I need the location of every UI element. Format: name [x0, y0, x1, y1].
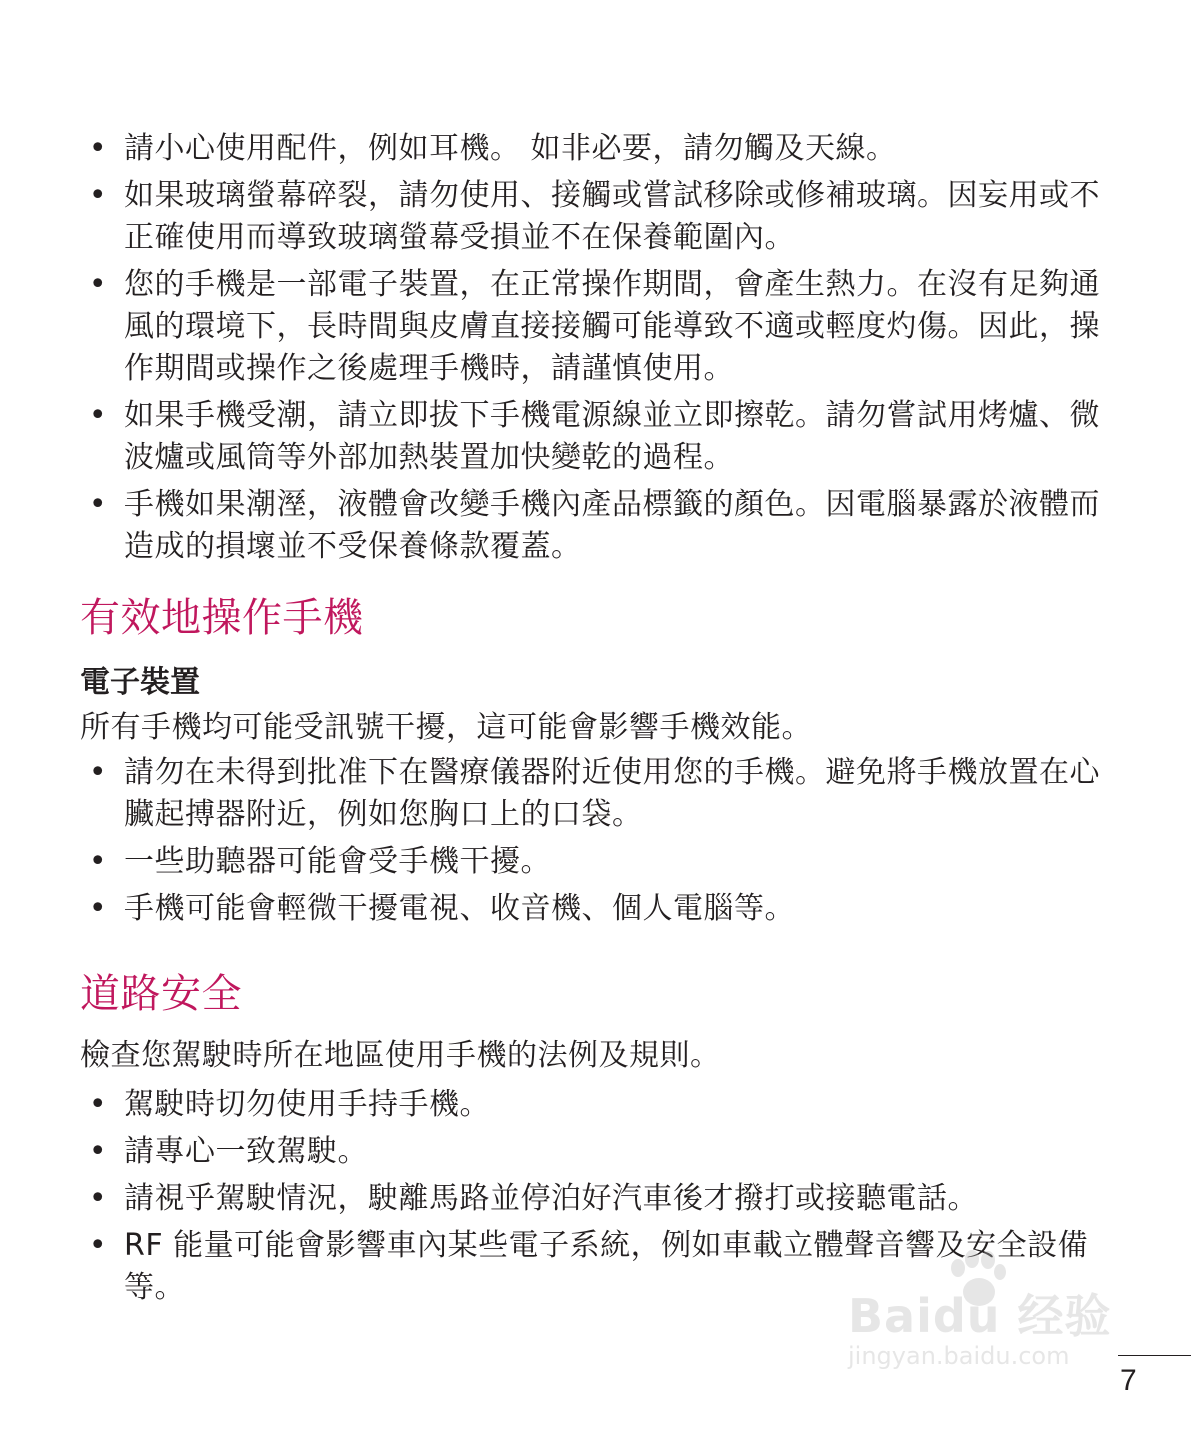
page-number: 7: [1120, 1364, 1137, 1397]
bullet-text: 您的手機是一部電子裝置，在正常操作期間，會產生熱力。在沒有足夠通風的環境下，長時間與皮膚直接接觸可能導致不適或輕度灼傷。因此，操作期間或操作之後處理手機時，請謹慎使用。: [124, 267, 1100, 386]
list-item: [88, 1131, 1118, 1173]
bullet-text: 請小心使用配件，例如耳機。 如非必要，請勿觸及天線。: [124, 131, 897, 166]
list-item: [88, 484, 1118, 568]
bullet-icon: •: [88, 1087, 108, 1122]
bullet-text: 手機可能會輕微干擾電視、收音機、個人電腦等。: [124, 891, 795, 926]
list-item: [88, 888, 1118, 930]
list-item: [88, 752, 1118, 836]
watermark-brand: Baidu 经验: [848, 1289, 1112, 1343]
bullet-icon: •: [88, 755, 108, 790]
section-title-efficient-use: 有效地操作手機: [80, 595, 364, 641]
bullet-text: 一些助聽器可能會受手機干擾。: [124, 844, 551, 879]
bullet-text: 請勿在未得到批准下在醫療儀器附近使用您的手機。避免將手機放置在心臟起搏器附近，例如您胸口上的口袋。: [124, 755, 1100, 832]
bullet-icon: •: [88, 131, 108, 166]
section-paragraph: 所有手機均可能受訊號干擾，這可能會影響手機效能。: [80, 710, 812, 745]
list-item: [88, 395, 1118, 479]
bullet-text: 如果玻璃螢幕碎裂，請勿使用、接觸或嘗試移除或修補玻璃。因妄用或不正確使用而導致玻璃螢幕受損並不在保養範圍內。: [124, 178, 1100, 255]
intro-bullet-list: [88, 128, 1118, 573]
bullet-icon: •: [88, 1228, 108, 1263]
bullet-icon: •: [88, 891, 108, 926]
bullet-icon: •: [88, 178, 108, 213]
bullet-text: 駕駛時切勿使用手持手機。: [124, 1087, 490, 1122]
bullet-text: 手機如果潮溼，液體會改變手機內產品標籤的顏色。因電腦暴露於液體而造成的損壞並不受保養條款覆蓋。: [124, 487, 1100, 564]
section-paragraph: 檢查您駕駛時所在地區使用手機的法例及規則。: [80, 1038, 721, 1073]
section-title-road-safety: 道路安全: [80, 971, 242, 1017]
bullet-icon: •: [88, 267, 108, 302]
bullet-icon: •: [88, 844, 108, 879]
bullet-icon: •: [88, 487, 108, 522]
list-item: [88, 175, 1118, 259]
list-item: [88, 1084, 1118, 1126]
bullet-text: RF 能量可能會影響車內某些電子系統，例如車載立體聲音響及安全設備等。: [124, 1228, 1089, 1305]
bullet-icon: •: [88, 1181, 108, 1216]
list-item: [88, 1178, 1118, 1220]
list-item: [88, 128, 1118, 170]
bullet-icon: •: [88, 1134, 108, 1169]
page-number-divider: [1118, 1355, 1191, 1356]
bullet-text: 如果手機受潮，請立即拔下手機電源線並立即擦乾。請勿嘗試用烤爐、微波爐或風筒等外部加熱裝置加快變乾的過程。: [124, 398, 1100, 475]
list-item: [88, 264, 1118, 390]
subheading-electronic-devices: 電子裝置: [80, 665, 200, 700]
watermark-url: jingyan.baidu.com: [848, 1342, 1070, 1370]
bullet-text: 請專心一致駕駛。: [124, 1134, 368, 1169]
baidu-watermark: [848, 1250, 1118, 1380]
list-item: [88, 841, 1118, 883]
bullet-text: 請視乎駕駛情況，駛離馬路並停泊好汽車後才撥打或接聽電話。: [124, 1181, 978, 1216]
bullet-icon: •: [88, 398, 108, 433]
electronic-devices-bullet-list: [88, 752, 1118, 935]
